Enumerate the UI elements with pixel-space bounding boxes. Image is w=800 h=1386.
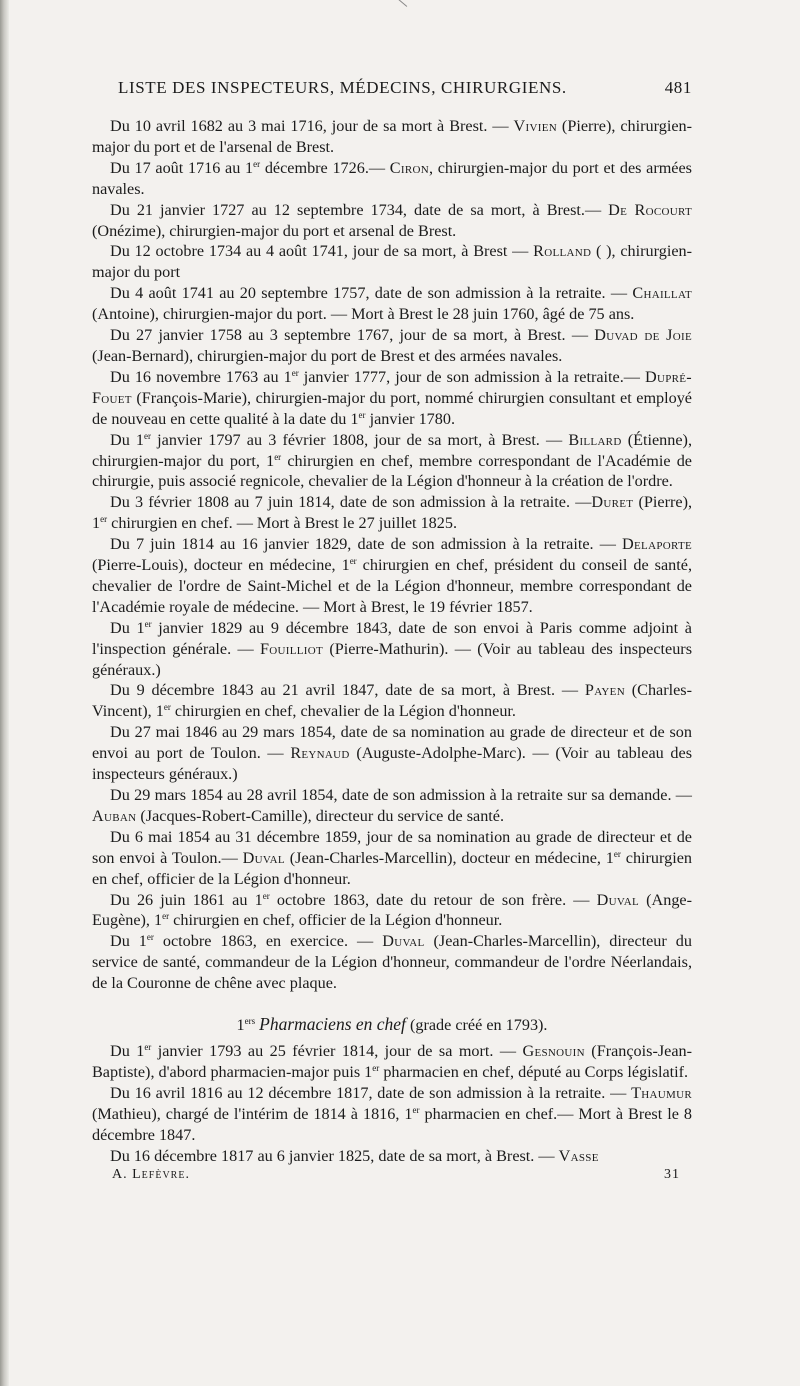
entry-text: Du 1 bbox=[110, 430, 145, 449]
footer-signature: 31 bbox=[664, 1166, 680, 1182]
ordinal-superscript: er bbox=[358, 409, 366, 420]
entry-text: Du 9 décembre 1843 au 21 avril 1847, date de sa mort, à Brest. — bbox=[110, 681, 585, 700]
person-name: Thaumur bbox=[631, 1083, 692, 1102]
entry-text: janvier 1780. bbox=[365, 409, 455, 428]
entry-text: (Ange-Eugène), 1 bbox=[92, 890, 692, 930]
entry-paragraph bbox=[92, 158, 692, 200]
ordinal-superscript: er bbox=[163, 702, 171, 713]
entry-text: (Jean-Charles-Marcellin), directeur du service de santé, commandeur de la Légion d'honneur, commandeur de l'ordre Néerlandais, de la Couronne de chêne avec plaque. bbox=[92, 932, 692, 993]
section-prefix: 1 bbox=[236, 1016, 245, 1035]
entry-text: Du 17 août 1716 au 1 bbox=[110, 158, 254, 177]
entry-text: chirurgien en chef, membre correspondant de l'Académie de chirurgie, puis associé regnicole, chevalier de la Légion d'honneur à la création de l'ordre. bbox=[92, 451, 692, 491]
entry-text: Du 16 décembre 1817 au 6 janvier 1825, date de sa mort, à Brest. — bbox=[110, 1146, 559, 1165]
person-name: Vivien bbox=[513, 117, 557, 135]
entries-pharmaciens bbox=[92, 1041, 692, 1166]
entry-paragraph bbox=[92, 722, 692, 785]
document-page bbox=[92, 78, 692, 1183]
entry-text: octobre 1863, en exercice. — bbox=[153, 932, 383, 951]
person-name: Ciron bbox=[389, 158, 429, 177]
entry-text: Du 7 juin 1814 au 16 janvier 1829, date de son admission à la retraite. — bbox=[110, 535, 623, 554]
entry-text: janvier 1793 au 25 février 1814, jour de sa mort. — bbox=[151, 1042, 523, 1061]
entry-paragraph bbox=[92, 785, 692, 827]
entry-text: Du 6 mai 1854 au 31 décembre 1859, jour de sa nomination au grade de directeur et de son envoi à Toulon.— bbox=[92, 827, 692, 867]
entry-text: , chirurgien-major du port et des armées navales. bbox=[92, 158, 692, 198]
entries-chirurgiens bbox=[92, 116, 692, 994]
entry-text: Du 10 avril 1682 au 3 mai 1716, jour de sa mort à Brest. — bbox=[110, 117, 514, 135]
entry-paragraph bbox=[92, 325, 692, 367]
ordinal-superscript: er bbox=[274, 451, 282, 462]
entry-text: janvier 1777, jour de son admission à la retraite.— bbox=[298, 367, 645, 386]
person-name: Fouilliot bbox=[259, 639, 324, 658]
entry-text: (Pierre-Louis), docteur en médecine, 1 bbox=[92, 556, 350, 575]
entry-text: (Jean-Charles-Marcellin), docteur en médecine, 1 bbox=[284, 848, 614, 867]
running-title: LISTE DES INSPECTEURS, MÉDECINS, CHIRURGIENS. bbox=[118, 78, 567, 97]
person-name: Duvad de Joie bbox=[594, 326, 692, 345]
ordinal-superscript: er bbox=[144, 430, 152, 441]
person-name: Payen bbox=[584, 681, 625, 700]
person-name: Duval bbox=[596, 890, 639, 909]
entry-paragraph bbox=[92, 827, 692, 890]
entry-paragraph bbox=[92, 1041, 692, 1083]
entry-paragraph bbox=[92, 367, 692, 430]
entry-text: (Jacques-Robert-Camille), directeur du service de santé. bbox=[136, 806, 505, 825]
ordinal-superscript: er bbox=[613, 848, 621, 859]
person-name: Duval bbox=[382, 932, 425, 951]
entry-text: pharmacien en chef.— Mort à Brest le 8 décembre 1847. bbox=[92, 1104, 692, 1144]
person-name: Auban bbox=[92, 806, 137, 825]
entry-paragraph bbox=[92, 430, 692, 493]
person-name: Billard bbox=[568, 430, 622, 449]
person-name: Reynaud bbox=[290, 744, 350, 763]
entry-text: (François-Marie), chirurgien-major du port, nommé chirurgien consultant et employé de nouveau en cette qualité à la date du 1 bbox=[92, 388, 692, 428]
entry-paragraph bbox=[92, 680, 692, 722]
section-prefix-sup: ers bbox=[244, 1016, 256, 1027]
section-heading-pharmaciens bbox=[92, 1014, 692, 1035]
entry-paragraph bbox=[92, 200, 692, 242]
entry-text: Du 16 avril 1816 au 12 décembre 1817, date de son admission à la retraite. — bbox=[110, 1083, 632, 1102]
entry-text: Du 21 janvier 1727 au 12 septembre 1734, date de sa mort, à Brest.— bbox=[110, 200, 609, 219]
ordinal-superscript: er bbox=[144, 618, 152, 629]
entry-paragraph bbox=[92, 1083, 692, 1146]
entry-text: octobre 1863, date du retour de son frère. — bbox=[269, 890, 597, 909]
entry-text: (Étienne), chirurgien-major du port, 1 bbox=[92, 430, 692, 470]
entry-text: (Antoine), chirurgien-major du port. — Mort à Brest le 28 juin 1760, âgé de 75 ans. bbox=[92, 305, 635, 324]
entry-text: Du 1 bbox=[110, 618, 145, 637]
entry-paragraph bbox=[92, 116, 692, 158]
entry-text: pharmacien en chef, député au Corps législatif. bbox=[379, 1062, 689, 1081]
section-title-italic: Pharmaciens en chef bbox=[259, 1014, 406, 1035]
entry-paragraph bbox=[92, 492, 692, 534]
entry-text: (François-Jean-Baptiste), d'abord pharmacien-major puis 1 bbox=[92, 1042, 692, 1081]
running-header bbox=[118, 78, 692, 98]
entry-text: (Pierre), chirurgien-major du port et de l'arsenal de Brest. bbox=[92, 117, 692, 156]
page-footer bbox=[112, 1167, 680, 1183]
person-name: Rolland bbox=[533, 242, 592, 261]
entry-text: (Onézime), chirurgien-major du port et arsenal de Brest. bbox=[92, 221, 457, 240]
entry-text: janvier 1797 au 3 février 1808, jour de sa mort, à Brest. — bbox=[151, 430, 569, 449]
ordinal-superscript: er bbox=[162, 911, 170, 922]
person-name: Chaillat bbox=[632, 284, 692, 303]
entry-text: chirurgien en chef, président du conseil de santé, chevalier de l'ordre de Saint-Michel et de la Légion d'honneur, membre correspondant de l'Académie royale de médecine. — Mort à Brest, le 19 février 1857. bbox=[92, 556, 692, 616]
entry-text: Du 1 bbox=[110, 932, 147, 951]
ordinal-superscript: er bbox=[291, 367, 299, 378]
entry-text: chirurgien en chef, officier de la Légion d'honneur. bbox=[92, 848, 692, 888]
entry-text: Du 1 bbox=[110, 1042, 145, 1061]
person-name: Duval bbox=[242, 848, 285, 867]
person-name: De Rocourt bbox=[608, 200, 692, 219]
entry-text: (Auguste-Adolphe-Marc). — (Voir au tableau des inspecteurs généraux.) bbox=[92, 744, 693, 784]
ordinal-superscript: er bbox=[412, 1104, 420, 1115]
entry-text: Du 26 juin 1861 au 1 bbox=[110, 890, 263, 909]
entry-paragraph bbox=[92, 890, 692, 932]
section-suffix: (grade créé en 1793). bbox=[405, 1016, 548, 1035]
entry-paragraph bbox=[92, 1146, 692, 1167]
entry-text: Du 4 août 1741 au 20 septembre 1757, date de son admission à la retraite. — bbox=[110, 284, 633, 303]
ordinal-superscript: er bbox=[100, 514, 108, 525]
entry-text: (Pierre), 1 bbox=[92, 493, 693, 533]
ordinal-superscript: er bbox=[146, 932, 154, 943]
page-binding-edge bbox=[0, 0, 9, 1386]
entry-text: Du 3 février 1808 au 7 juin 1814, date de son admission à la retraite. — bbox=[110, 493, 592, 512]
person-name: Duret bbox=[591, 493, 634, 512]
entry-text: (Jean-Bernard), chirurgien-major du port de Brest et des armées navales. bbox=[92, 346, 563, 365]
entry-text: janvier 1829 au 9 décembre 1843, date de son envoi à Paris comme adjoint à l'inspection générale. — bbox=[92, 618, 692, 658]
page-number: 481 bbox=[664, 78, 692, 97]
footer-author: A. Lefèvre. bbox=[112, 1166, 190, 1182]
ordinal-superscript: er bbox=[253, 158, 261, 169]
entry-text: Du 12 octobre 1734 au 4 août 1741, jour de sa mort, à Brest — bbox=[110, 242, 534, 261]
entry-text: (Pierre-Mathurin). — (Voir au tableau des inspecteurs généraux.) bbox=[92, 639, 692, 679]
entry-text: décembre 1726.— bbox=[260, 158, 390, 177]
entry-text: chirurgien en chef. — Mort à Brest le 27 juillet 1825. bbox=[107, 514, 457, 533]
person-name: Vasse bbox=[558, 1146, 599, 1165]
entry-text: Du 16 novembre 1763 au 1 bbox=[110, 367, 292, 386]
entry-text: Du 27 mai 1846 au 29 mars 1854, date de sa nomination au grade de directeur et de son envoi au port de Toulon. — bbox=[92, 723, 692, 763]
person-name: Dupré-Fouet bbox=[92, 367, 692, 407]
entry-paragraph bbox=[92, 241, 692, 283]
ordinal-superscript: er bbox=[372, 1062, 380, 1073]
entry-text: (Mathieu), chargé de l'intérim de 1814 à 1816, 1 bbox=[92, 1104, 413, 1123]
entry-text: chirurgien en chef, chevalier de la Légion d'honneur. bbox=[170, 702, 516, 721]
entry-text: chirurgien en chef, officier de la Légion d'honneur. bbox=[169, 911, 503, 930]
person-name: Delaporte bbox=[622, 535, 692, 554]
ordinal-superscript: er bbox=[349, 556, 357, 567]
entry-text: (Charles-Vincent), 1 bbox=[92, 681, 692, 721]
entry-paragraph bbox=[92, 618, 692, 681]
entry-text: ( ), chirurgien-major du port bbox=[92, 242, 692, 282]
entry-text: Du 29 mars 1854 au 28 avril 1854, date de son admission à la retraite sur sa demande. — bbox=[110, 786, 692, 804]
ordinal-superscript: er bbox=[144, 1042, 152, 1053]
ordinal-superscript: er bbox=[262, 890, 270, 901]
entry-paragraph bbox=[92, 931, 692, 994]
entry-text: Du 27 janvier 1758 au 3 septembre 1767, jour de sa mort, à Brest. — bbox=[110, 326, 595, 345]
entry-paragraph bbox=[92, 534, 692, 618]
entry-paragraph bbox=[92, 283, 692, 325]
scan-artifact-mark bbox=[397, 0, 407, 8]
person-name: Gesnouin bbox=[522, 1042, 585, 1061]
